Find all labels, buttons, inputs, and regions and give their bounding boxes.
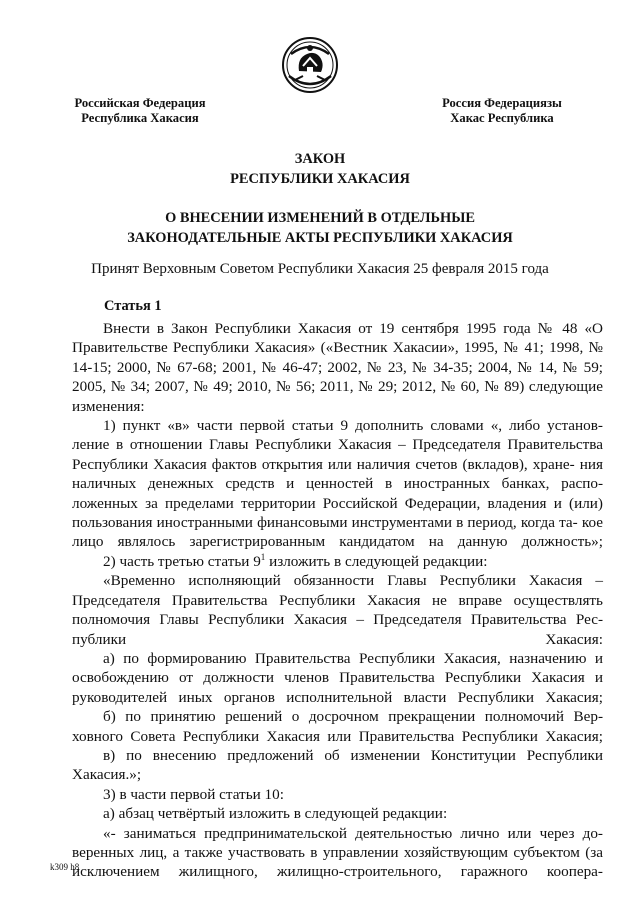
header-left-line1: Российская Федерация — [74, 96, 206, 110]
document-body — [72, 319, 603, 882]
coat-of-arms-icon — [281, 36, 339, 94]
law-title-line1: ЗАКОН — [294, 151, 346, 167]
paragraph-8: 3) в части первой статьи 10: — [103, 785, 284, 803]
law-subject — [0, 208, 640, 248]
paragraph-7: в) по внесению предложений об изменении Конституции Республики Хакасия.»; — [72, 746, 603, 784]
adoption-line: Принят Верховным Советом Республики Хакасия 25 февраля 2015 года — [91, 261, 549, 277]
paragraph-3: 2) часть третью статьи $9^1$ изложить в следующей редакции: — [103, 551, 488, 570]
law-title-line2: РЕСПУБЛИКИ ХАКАСИЯ — [230, 171, 410, 187]
header-right — [407, 96, 597, 126]
paragraph-1: Внести в Закон Республики Хакасия от 19 сентября 1995 года № 48 «О Правительстве Республики Хакасия» («Вестник Хакасии», 1995, № 41; 1998, № 14-15; 2000, № 67-68; 2001, № 46-47; 2002, № 23, № 34-35; 2004, № 14, № 59; 2005, № 34; 2007, № 49; 2010, № 56; 2011, № 29; 2012, № 60, № 89) следующие изменения: — [72, 320, 604, 415]
paragraph-6: б) по принятию решений о досрочном прекращении полномочий Вер- ховного Совета Республики Хакасия или Правительства Республики Хакасия; — [72, 708, 603, 745]
paragraph-2: 1) пункт «в» части первой статьи 9 дополнить словами «, либо установ- ление в отношении Главы Республики Хакасия – Председателя Правительства Республики Хакасия фактов открытия или наличия счетов (вкладов), хране- ния наличных денежных средств и ценностей в иностранных банках, распо- ложенных за пределами территории Российской Федерации, владения и (или) пользования иностранными финансовыми инструментами в период, когда та- кое лицо являлось зарегистрированным кандидатом на данную должность»; — [72, 417, 604, 551]
header-left — [45, 96, 235, 126]
article-heading: Статья 1 — [104, 298, 162, 314]
paragraph-10: «- заниматься предпринимательской деятельностью лично или через до- веренных лиц, а также участвовать в управлении хозяйствующим субъектом (за исключением жилищного, жилищно-строительного, гаражного коопера- — [72, 824, 604, 881]
paragraph-9: а) абзац четвёртый изложить в следующей редакции: — [103, 805, 448, 823]
law-subject-line1: О ВНЕСЕНИИ ИЗМЕНЕНИЙ В ОТДЕЛЬНЫЕ — [165, 210, 475, 226]
law-subject-line2: ЗАКОНОДАТЕЛЬНЫЕ АКТЫ РЕСПУБЛИКИ ХАКАСИЯ — [127, 230, 513, 246]
paragraph-4: «Временно исполняющий обязанности Главы Республики Хакасия – Председателя Правительства Республики Хакасия не вправе осуществлять полномочия Главы Республики Хакасия – Председателя Правительства Рес- публики Хакасия: — [72, 572, 603, 648]
header-right-line2: Хакас Республика — [450, 111, 554, 125]
paragraph-5: а) по формированию Правительства Республики Хакасия, назначению и освобождению от должности членов Правительства Республики Хакасия и руководителей иных органов исполнительной власти Республики Хакасия; — [72, 649, 603, 706]
document-code: k309 h8 — [50, 862, 80, 872]
header-left-line2: Республика Хакасия — [81, 111, 199, 125]
header-right-line1: Россия Федерациязы — [442, 96, 562, 110]
law-title — [0, 149, 640, 189]
